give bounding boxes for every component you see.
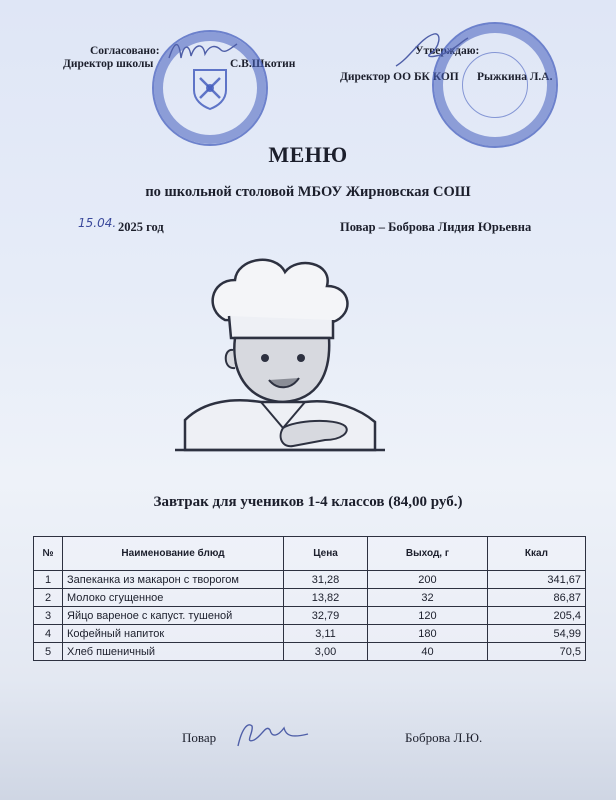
footer-role: Повар — [182, 730, 217, 745]
meal-title: Завтрак для учеников 1-4 классов (84,00 руб.) — [153, 494, 463, 510]
dish-name: Хлеб пшеничный — [63, 643, 284, 661]
table-row — [34, 589, 586, 607]
approval-left-position: Директор школы — [63, 58, 154, 70]
dish-price: 3,00 — [284, 643, 368, 661]
page-subtitle: по школьной столовой МБОУ Жирновская СОШ — [145, 184, 471, 200]
dish-name: Молоко сгущенное — [63, 589, 284, 607]
table-row — [34, 607, 586, 625]
table-row — [34, 643, 586, 661]
dish-portion: 32 — [368, 589, 488, 607]
dish-portion: 40 — [368, 643, 488, 661]
dish-kcal: 54,99 — [487, 625, 585, 643]
approval-right-position: Директор ОО БК КОП — [340, 71, 459, 83]
table-row — [34, 571, 586, 589]
dish-name: Кофейный напиток — [63, 625, 284, 643]
approval-left-name: С.В.Шкотин — [230, 58, 296, 70]
handwritten-date: 15.04. — [78, 216, 117, 230]
cook-header: Повар – Боброва Лидия Юрьевна — [340, 220, 532, 234]
footer-name: Боброва Л.Ю. — [405, 730, 483, 745]
menu-table — [33, 536, 586, 661]
approval-left-label: Согласовано: — [90, 45, 160, 57]
col-header-number: № — [34, 537, 63, 571]
col-header-portion: Выход, г — [368, 537, 488, 571]
col-header-dish: Наименование блюд — [63, 537, 284, 571]
dish-kcal: 70,5 — [487, 643, 585, 661]
dish-portion: 200 — [368, 571, 488, 589]
dish-portion: 120 — [368, 607, 488, 625]
cook-signature — [232, 716, 312, 752]
col-header-kcal: Ккал — [487, 537, 585, 571]
row-number: 3 — [34, 607, 63, 625]
dish-kcal: 341,67 — [487, 571, 585, 589]
row-number: 5 — [34, 643, 63, 661]
approval-right-label: Утверждаю: — [415, 45, 480, 57]
dish-price: 3,11 — [284, 625, 368, 643]
year-label: 2025 год — [118, 220, 164, 234]
approval-right-name: Рыжкина Л.А. — [477, 71, 553, 83]
table-header-row — [34, 537, 586, 571]
dish-price: 32,79 — [284, 607, 368, 625]
dish-portion: 180 — [368, 625, 488, 643]
dish-kcal: 205,4 — [487, 607, 585, 625]
manager-signature — [390, 28, 470, 73]
dish-name: Яйцо вареное с капуст. тушеной — [63, 607, 284, 625]
col-header-price: Цена — [284, 537, 368, 571]
row-number: 4 — [34, 625, 63, 643]
row-number: 2 — [34, 589, 63, 607]
dish-kcal: 86,87 — [487, 589, 585, 607]
chef-illustration — [165, 250, 395, 460]
row-number: 1 — [34, 571, 63, 589]
table-row — [34, 625, 586, 643]
director-signature — [165, 36, 240, 66]
coat-of-arms-icon — [186, 64, 234, 112]
dish-name: Запеканка из макарон с творогом — [63, 571, 284, 589]
page-title: МЕНЮ — [268, 142, 348, 167]
dish-price: 13,82 — [284, 589, 368, 607]
dish-price: 31,28 — [284, 571, 368, 589]
